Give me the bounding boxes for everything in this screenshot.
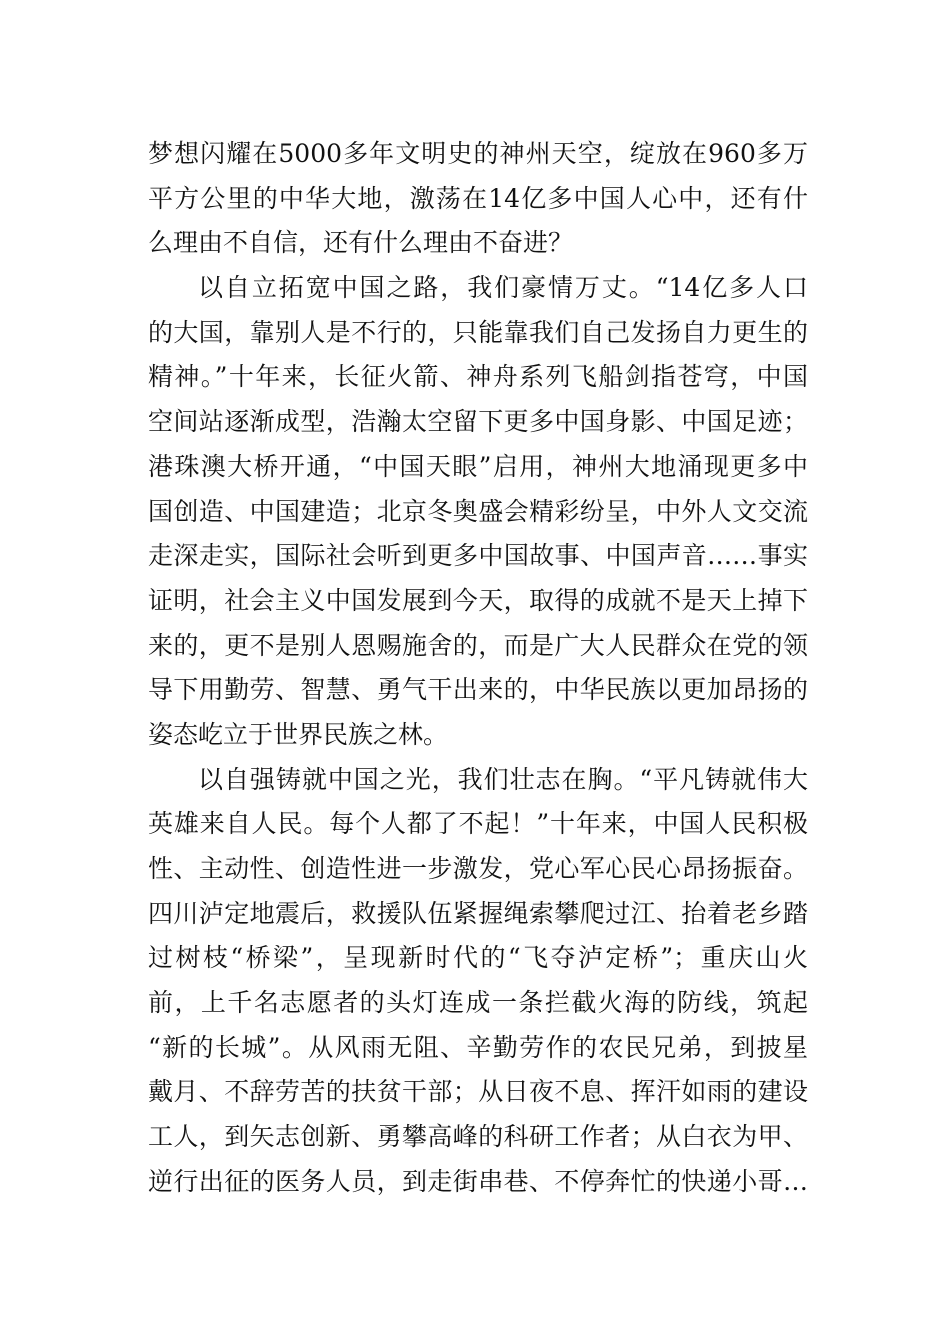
text-line: 四川泸定地震后，救援队伍紧握绳索攀爬过江、抬着老乡踏 xyxy=(148,898,808,928)
paragraph-1 xyxy=(148,132,808,266)
text-line: 的大国，靠别人是不行的，只能靠我们自己发扬自力更生的 xyxy=(148,317,808,347)
text-line: 以自立拓宽中国之路，我们豪情万丈。“14亿多人口 xyxy=(198,273,808,303)
text-line: 证明，社会主义中国发展到今天，取得的成就不是天上掉下 xyxy=(148,585,808,615)
text-line: 来的，更不是别人恩赐施舍的，而是广大人民群众在党的领 xyxy=(148,630,808,660)
text-line: 逆行出征的医务人员，到走街串巷、不停奔忙的快递小哥… xyxy=(148,1166,808,1196)
text-line: 性、主动性、创造性进一步激发，党心军心民心昂扬振奋。 xyxy=(148,854,808,883)
text-line: 英雄来自人民。每个人都了不起！”十年来，中国人民积极 xyxy=(148,809,808,839)
text-line: 么理由不自信，还有什么理由不奋进？ xyxy=(148,228,574,258)
text-line: 戴月、不辞劳苦的扶贫干部；从日夜不息、挥汗如雨的建设 xyxy=(148,1077,808,1107)
text-line: “新的长城”。从风雨无阻、辛勤劳作的农民兄弟，到披星 xyxy=(148,1032,808,1062)
text-line: 精神。”十年来，长征火箭、神舟系列飞船剑指苍穹，中国 xyxy=(148,362,808,392)
text-line: 过树枝“桥梁”，呈现新时代的“飞夺泸定桥”；重庆山火 xyxy=(148,943,808,973)
text-line: 梦想闪耀在5000多年文明史的神州天空，绽放在960多万 xyxy=(148,139,808,168)
text-line: 前，上千名志愿者的头灯连成一条拦截火海的防线，筑起 xyxy=(148,988,808,1018)
paragraph-2 xyxy=(148,266,808,758)
document-body xyxy=(148,132,808,1205)
text-line: 工人，到矢志创新、勇攀高峰的科研工作者；从白衣为甲、 xyxy=(148,1122,808,1152)
text-line: 姿态屹立于世界民族之林。 xyxy=(148,719,449,749)
text-line: 走深走实，国际社会听到更多中国故事、中国声音……事实 xyxy=(148,541,808,571)
text-line: 国创造、中国建造；北京冬奥盛会精彩纷呈，中外人文交流 xyxy=(148,496,808,526)
paragraph-3 xyxy=(148,758,808,1205)
text-line: 平方公里的中华大地，激荡在14亿多中国人心中，还有什 xyxy=(148,183,808,213)
text-line: 以自强铸就中国之光，我们壮志在胸。“平凡铸就伟大 xyxy=(198,764,808,794)
text-line: 港珠澳大桥开通，“中国天眼”启用，神州大地涌现更多中 xyxy=(148,451,808,481)
text-line: 导下用勤劳、智慧、勇气干出来的，中华民族以更加昂扬的 xyxy=(148,675,808,705)
text-line: 空间站逐渐成型，浩瀚太空留下更多中国身影、中国足迹； xyxy=(148,407,808,437)
